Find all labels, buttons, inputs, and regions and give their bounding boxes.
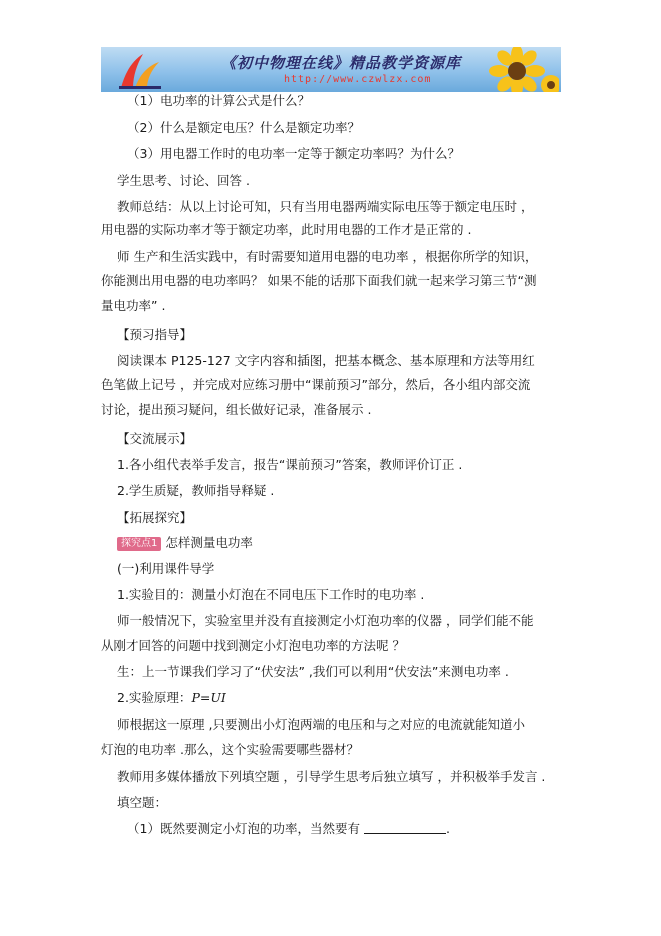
section-heading: 【预习指导】	[117, 327, 193, 342]
fill-blank-text: （1）既然要测定小灯泡的功率，当然要有	[127, 821, 360, 836]
paragraph-line: 1.实验目的：测量小灯泡在不同电压下工作时的电功率 .	[117, 587, 425, 602]
subsection-heading: (一)利用课件导学	[117, 561, 215, 576]
blank-end-period: .	[445, 821, 450, 836]
paragraph-line: 阅读课本 P125-127 文字内容和插图，把基本概念、基本原理和方法等用红	[117, 353, 535, 368]
paragraph-line: 讨论，提出预习疑问，组长做好记录，准备展示 .	[101, 402, 372, 417]
exploration-point	[117, 535, 253, 551]
section-heading: 【拓展探究】	[117, 510, 193, 525]
power-formula: P=UI	[191, 690, 226, 705]
paragraph-line: 用电器的实际功率才等于额定功率，此时用电器的工作才是正常的 .	[101, 222, 472, 237]
paragraph-line: 从刚才回答的问题中找到测定小灯泡电功率的方法呢 ？	[101, 638, 405, 653]
paragraph-line: 师一般情况下，实验室里并没有直接测定小灯泡功率的仪器 ，同学们能不能	[117, 613, 534, 628]
question-1: （1）电功率的计算公式是什么？	[127, 93, 310, 108]
header-banner	[101, 47, 561, 92]
banner-url: http://www.czwlzx.com	[284, 74, 432, 85]
principle-label: 2.实验原理：	[117, 690, 192, 705]
sunflower-icon	[475, 47, 559, 92]
question-3: （3）用电器工作时的电功率一定等于额定功率吗？为什么？	[127, 146, 460, 161]
paragraph-line: 教师总结：从以上讨论可知，只有当用电器两端实际电压等于额定电压时 ，	[117, 199, 534, 214]
paragraph-line: 师 生产和生活实践中，有时需要知道用电器的电功率 ，根据你所学的知识，	[117, 249, 538, 264]
paragraph-line: 师根据这一原理 ,只要测出小灯泡两端的电压和与之对应的电流就能知道小	[117, 717, 525, 732]
exploration-badge: 探究点1	[117, 537, 161, 551]
paragraph-line: 生：上一节课我们学习了“伏安法” ,我们可以利用“伏安法”来测电功率 .	[117, 664, 509, 679]
principle-line	[117, 690, 226, 706]
answer-blank	[364, 822, 446, 834]
paragraph-line: 量电功率” .	[101, 298, 166, 313]
site-logo-icon	[117, 52, 163, 90]
paragraph-line: 1.各小组代表举手发言，报告“课前预习”答案，教师评价订正 .	[117, 457, 463, 472]
paragraph-line: 2.学生质疑，教师指导释疑 .	[117, 483, 275, 498]
exploration-title: 怎样测量电功率	[165, 535, 253, 550]
paragraph-line: 你能测出用电器的电功率吗？ 如果不能的话那下面我们就一起来学习第三节“测	[101, 273, 537, 288]
paragraph-line: 填空题：	[117, 795, 168, 810]
question-2: （2）什么是额定电压？什么是额定功率？	[127, 120, 360, 135]
paragraph-line: 教师用多媒体播放下列填空题 ，引导学生思考后独立填写 ，并积极举手发言 .	[117, 769, 546, 784]
paragraph-line: 学生思考、讨论、回答 .	[117, 173, 250, 188]
paragraph-line: 色笔做上记号 ，并完成对应练习册中“课前预习”部分，然后，各小组内部交流	[101, 377, 531, 392]
fill-blank-question	[127, 821, 450, 837]
paragraph-line: 灯泡的电功率 .那么，这个实验需要哪些器材？	[101, 742, 359, 757]
banner-title: 《初中物理在线》精品教学资源库	[221, 54, 462, 72]
section-heading: 【交流展示】	[117, 431, 193, 446]
